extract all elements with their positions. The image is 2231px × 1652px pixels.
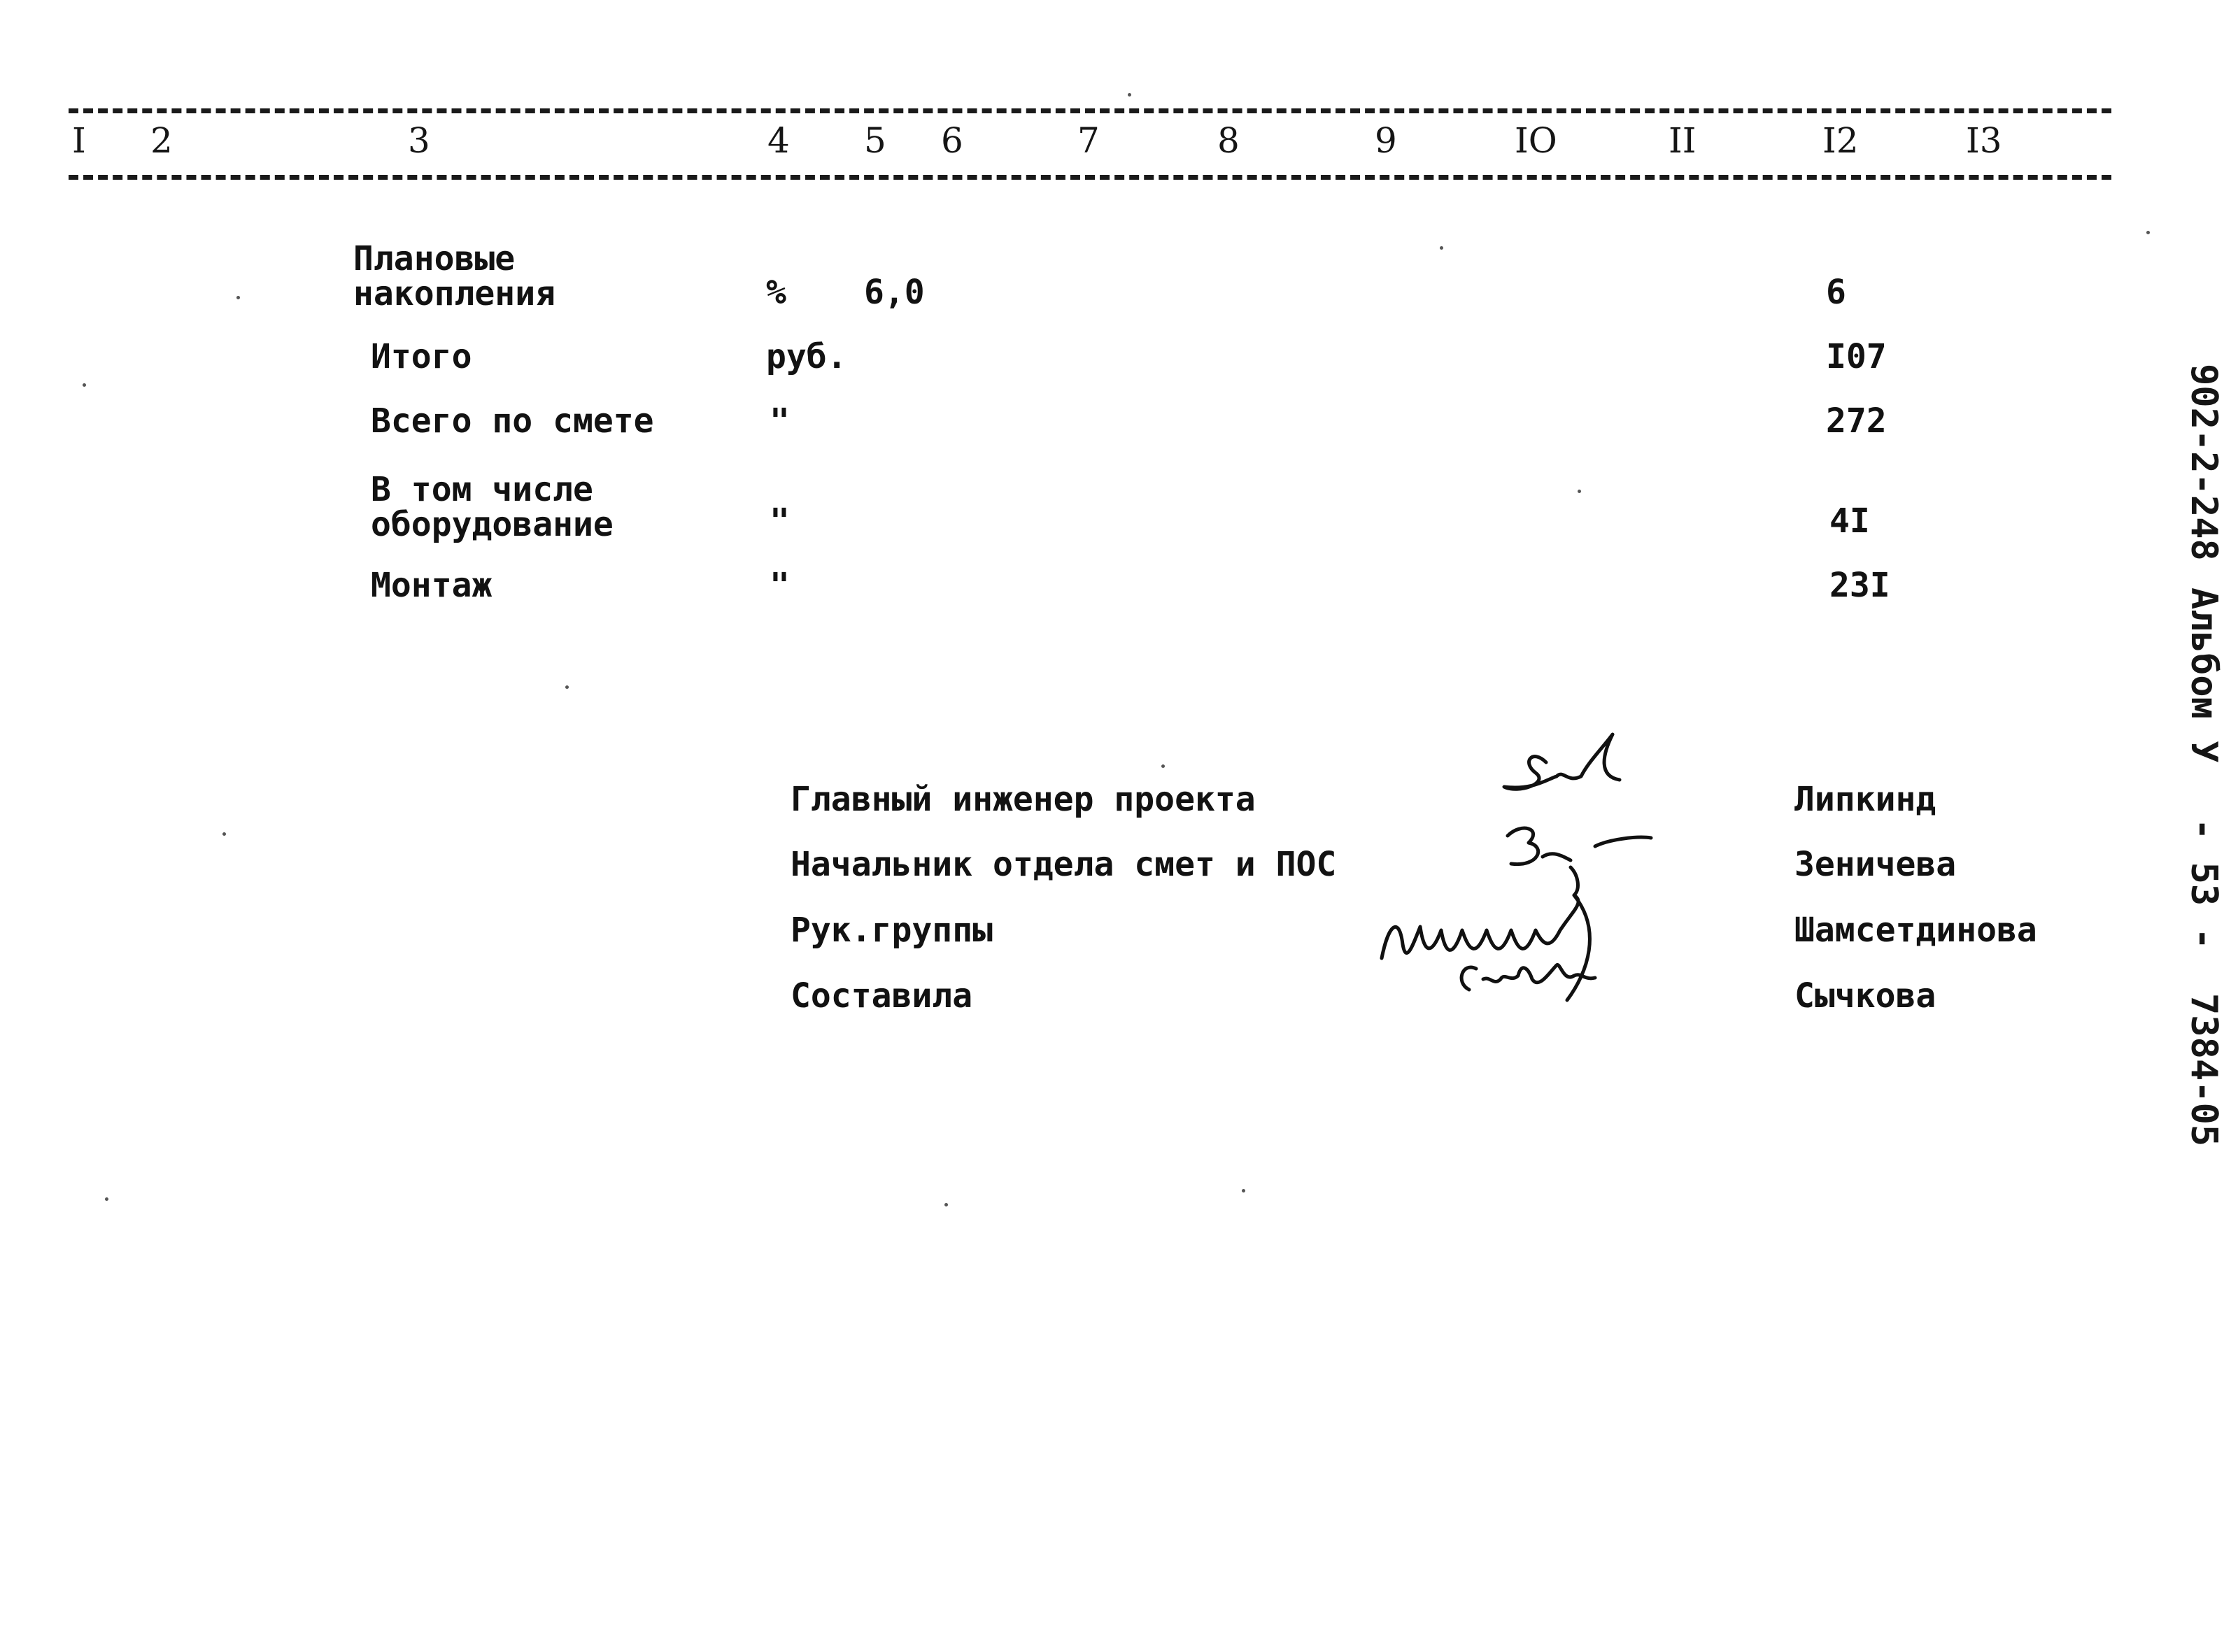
signature-role-head-of-department: Начальник отдела смет и ПОС (791, 845, 1337, 884)
header-bottom-rule (69, 175, 2111, 180)
handwritten-signature-1 (1504, 734, 1620, 789)
row-total-equipment: 4I (1829, 501, 1870, 541)
column-number-13: I3 (1966, 120, 2002, 161)
scan-speck (83, 383, 86, 387)
row-name-planned-savings: Плановые накопления (353, 239, 555, 313)
row-name-estimate-total: Всего по смете (371, 401, 654, 441)
row-unit-equipment: " (770, 501, 790, 541)
page-number: - 53 - (2183, 818, 2225, 950)
row-unit-planned-savings: % (766, 273, 786, 312)
row-unit-installation: " (770, 566, 790, 605)
album-label: Альбом У (2183, 588, 2225, 763)
row-unit-estimate-total: " (770, 401, 790, 441)
project-code: 902-2-248 (2183, 364, 2225, 561)
row-total-subtotal: I07 (1826, 337, 1887, 376)
column-number-2: 2 (150, 120, 173, 161)
row-total-planned-savings: 6 (1826, 273, 1846, 312)
scan-speck (1161, 764, 1165, 768)
signature-role-chief-engineer: Главный инженер проекта (791, 780, 1256, 819)
scan-speck (565, 685, 569, 689)
signature-name-zenicheva: Зеничева (1794, 845, 1957, 884)
row-rate-planned-savings: 6,0 (864, 273, 925, 312)
signature-name-sychkova: Сычкова (1794, 976, 1936, 1016)
handwritten-signatures-image (1371, 720, 1735, 1028)
row-name-subtotal: Итого (371, 337, 472, 376)
scan-speck (2146, 231, 2150, 234)
row-total-installation: 23I (1829, 566, 1890, 605)
column-number-3: 3 (408, 120, 430, 161)
scan-speck (105, 1197, 108, 1201)
row-unit-subtotal: руб. (766, 337, 847, 376)
signature-role-compiler: Составила (791, 976, 973, 1016)
row-total-estimate-total: 272 (1826, 401, 1887, 441)
column-number-1: I (72, 120, 86, 161)
scan-speck (1440, 246, 1443, 250)
scan-speck (944, 1203, 948, 1206)
column-number-5: 5 (864, 120, 886, 161)
scan-speck (1128, 93, 1131, 97)
scan-speck (1242, 1189, 1245, 1192)
inventory-number: 7384-05 (2183, 993, 2225, 1147)
column-number-4: 4 (767, 120, 790, 161)
scan-speck (1578, 490, 1581, 493)
row-name-installation: Монтаж (371, 566, 493, 605)
row-name-equipment: В том числе оборудование (371, 470, 614, 544)
header-top-rule (69, 108, 2111, 113)
signature-name-shamsetdinova: Шамсетдинова (1794, 911, 2037, 950)
side-annotation (2183, 364, 2225, 1203)
column-number-10: IO (1515, 120, 1557, 161)
column-number-8: 8 (1217, 120, 1240, 161)
column-number-6: 6 (941, 120, 963, 161)
column-number-7: 7 (1077, 120, 1100, 161)
handwritten-signature-3 (1382, 895, 1589, 1000)
handwritten-signature-2 (1508, 828, 1651, 895)
column-number-11: II (1669, 120, 1697, 161)
signature-role-group-lead: Рук.группы (791, 911, 993, 950)
scan-speck (236, 296, 240, 299)
signature-name-lipkind: Липкинд (1794, 780, 1936, 819)
column-number-12: I2 (1822, 120, 1859, 161)
scan-speck (222, 832, 226, 836)
column-number-9: 9 (1375, 120, 1397, 161)
